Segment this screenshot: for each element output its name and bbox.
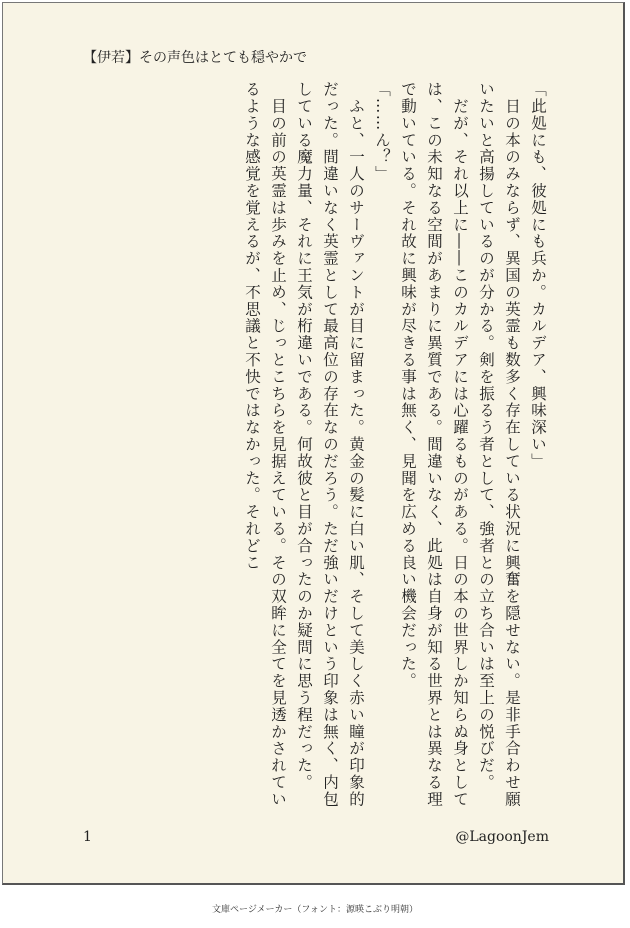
page-number: 1 — [83, 829, 92, 845]
paragraph: ふと、一人のサーヴァントが目に留まった。黄金の髪に白い肌、そして美しく赤い瞳が印象的だった。間違いなく英霊として最高位の存在なのだろう。ただ強いだけという印象は無く、内包している魔力量、それに王気が桁違いである。何故彼と目が合ったのか疑問に思う程だった。 — [295, 81, 365, 808]
generator-credit: 文庫ページメーカー（フォント：源暎こぶり明朝） — [212, 905, 418, 915]
paragraph: 目の前の英霊は歩みを止め、じっとこちらを見据えている。その双眸に全てを見透かされているような感覚を覚えるが、不思議と不快ではなかった。それどこ — [243, 81, 287, 808]
page-title: 【伊若】その声色はとても穏やかで — [83, 50, 307, 66]
author-handle: @LagoonJem — [455, 829, 549, 845]
paragraph: 日の本のみならず、異国の英霊も数多く存在している状況に興奮を隠せない。是非手合わせ願いたいと高揚しているのが分かる。剣を振るう者として、強者との立ち合いは至上の悦びだ。 — [477, 81, 521, 808]
book-page — [2, 2, 625, 885]
paragraph: 「……ん？」 — [373, 81, 391, 183]
vertical-body-text — [81, 81, 551, 821]
paragraph: だが、それ以上に――このカルデアには心躍るものがある。日の本の世界しか知らぬ身としては、この未知なる空間があまりに異質である。間違いなく、此処は自身が知る世界とは異なる理で動いている。それ故に興味が尽きる事は無く、見聞を広める良い機会だった。 — [399, 81, 469, 808]
paragraph: 「此処にも、彼処にも兵か。カルデア、興味深い」 — [529, 81, 547, 470]
